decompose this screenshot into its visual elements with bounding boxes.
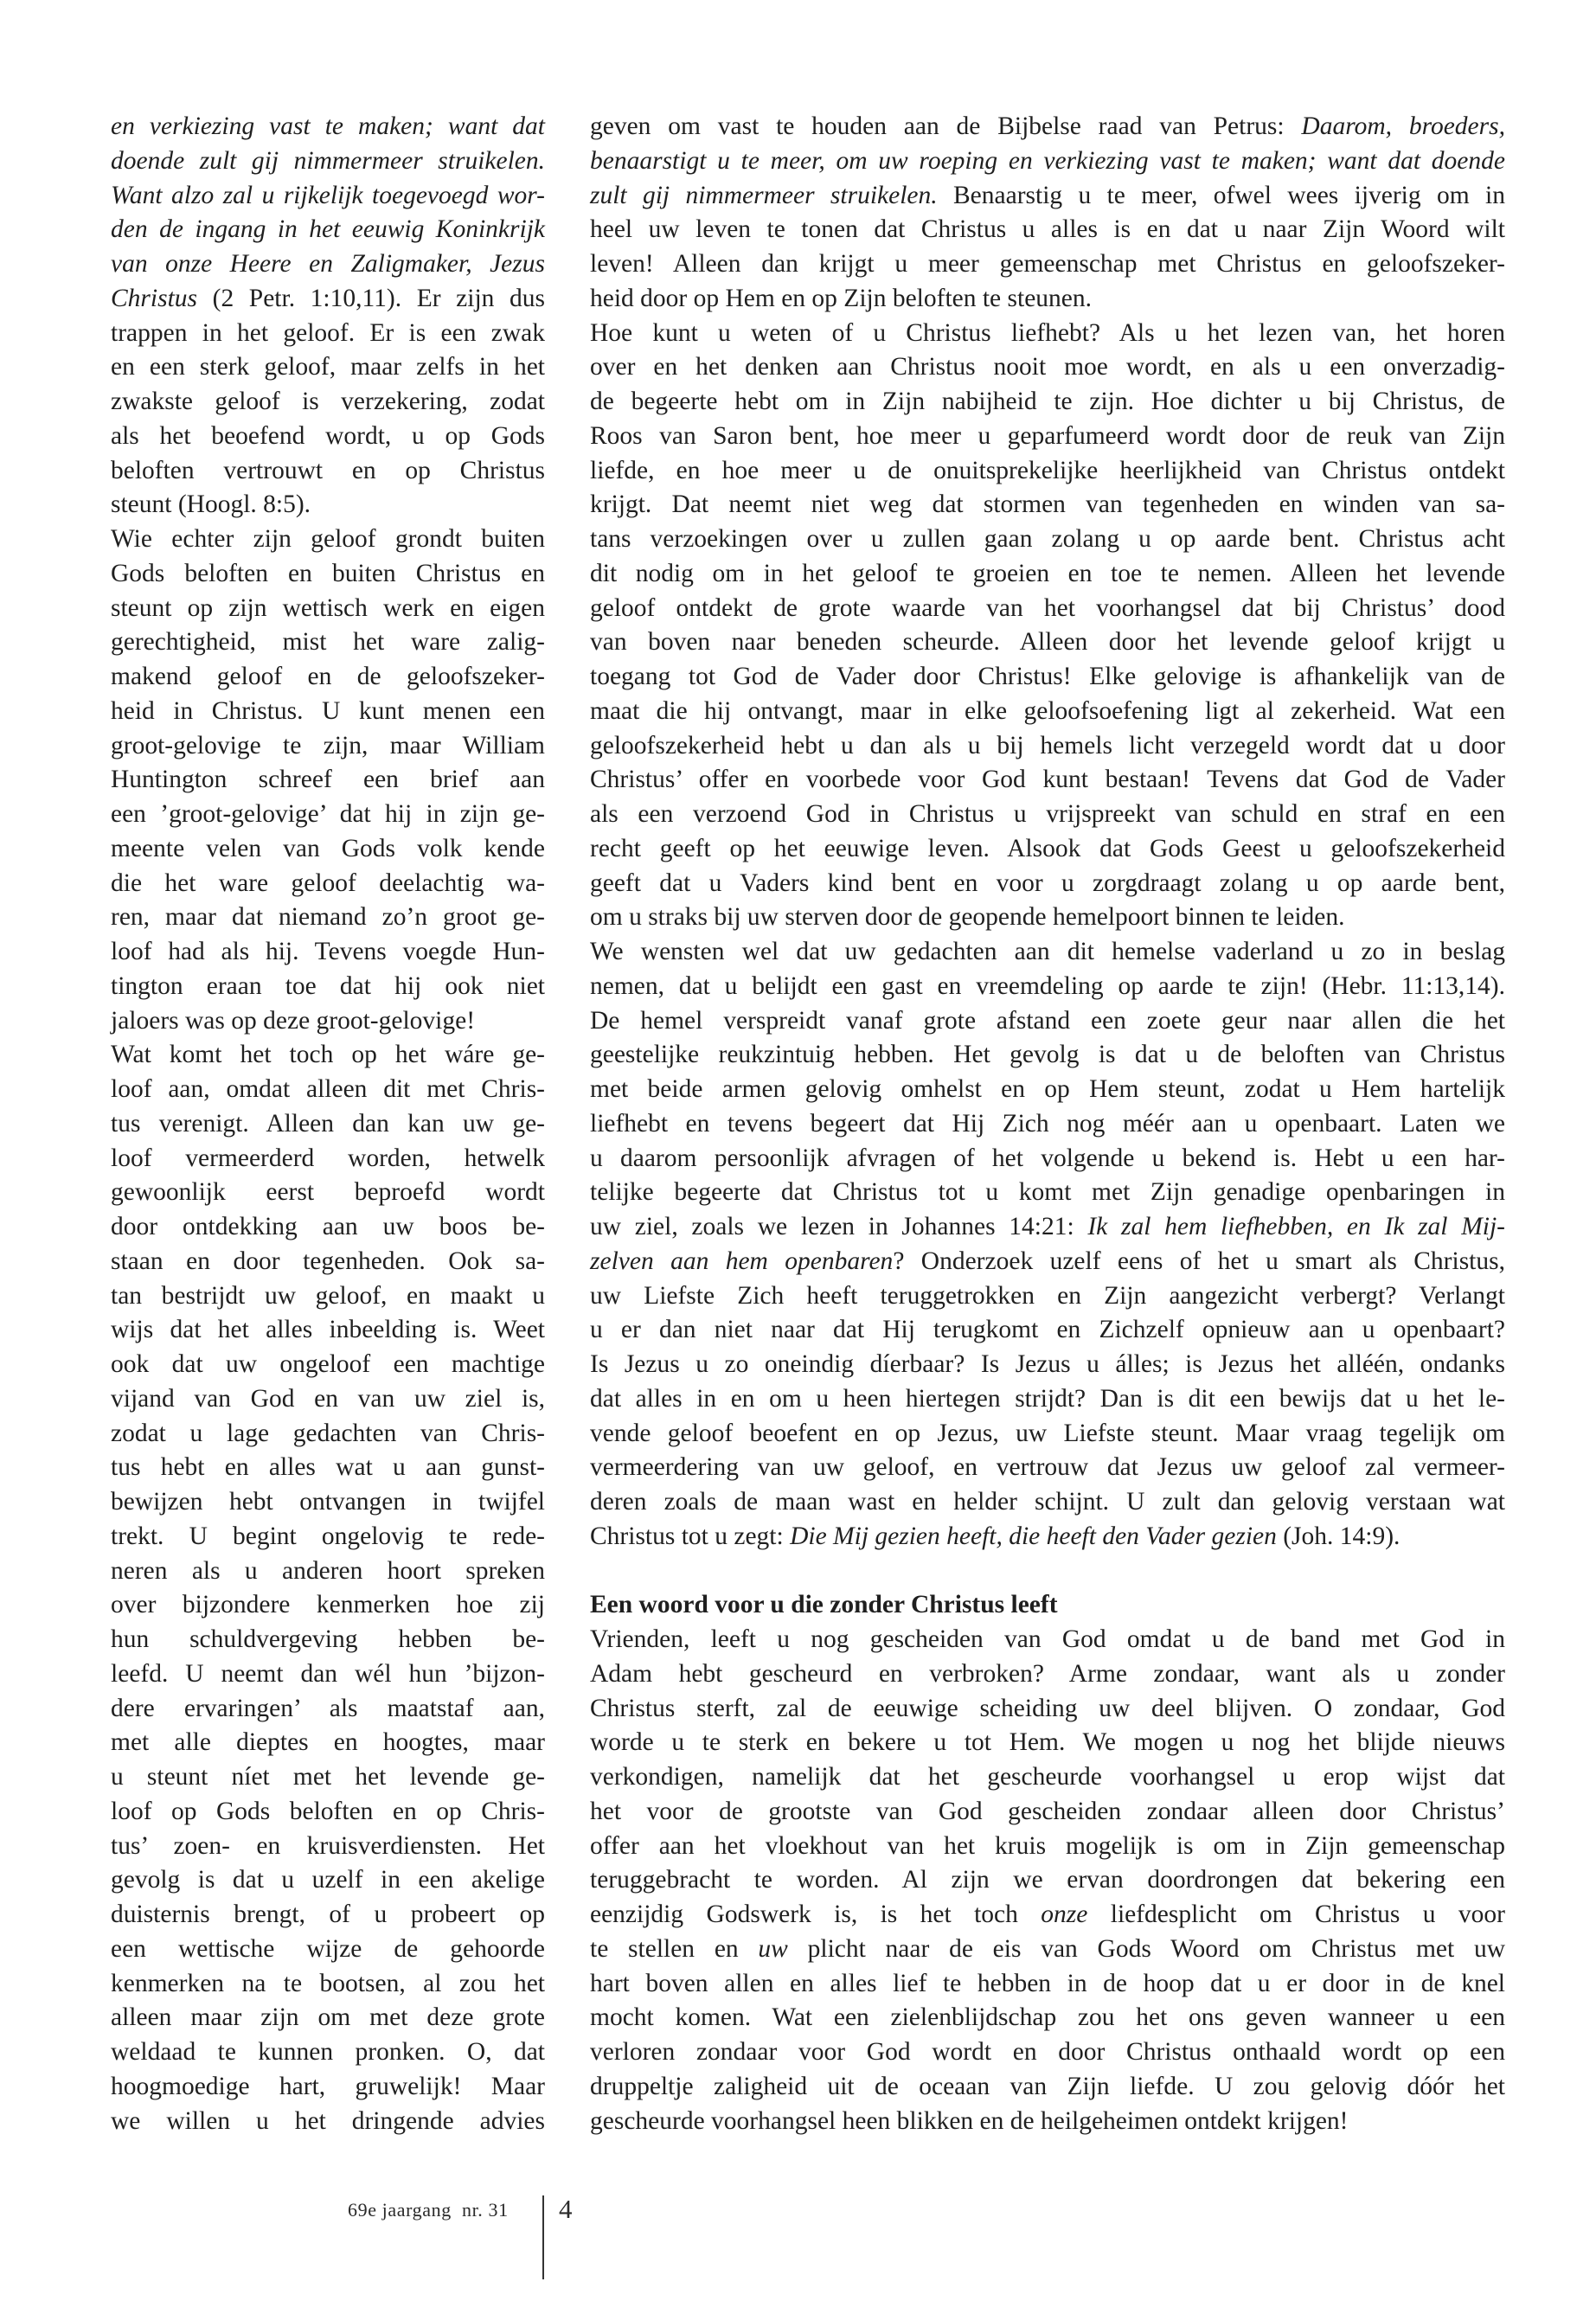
text-line bbox=[111, 660, 545, 695]
body-text: druppeltje zaligheid uit de oceaan van Zijn liefde. U zou gelovig dóór het bbox=[590, 2072, 1505, 2100]
text-line bbox=[590, 625, 1505, 660]
text-line bbox=[590, 1692, 1505, 1727]
body-text: gerechtigheid, mist het ware zalig- bbox=[111, 628, 545, 657]
text-line bbox=[111, 1554, 545, 1589]
text-line bbox=[590, 317, 1505, 351]
text-line bbox=[111, 798, 545, 832]
body-text: makend geloof en de geloofszeker- bbox=[111, 663, 545, 690]
body-text: (Joh. 14:9). bbox=[1276, 1522, 1401, 1550]
body-text: leven! Alleen dan krijgt u meer gemeenschap met Christus en geloofszeker- bbox=[590, 250, 1505, 278]
text-line bbox=[590, 1210, 1505, 1245]
text-line bbox=[111, 763, 545, 798]
body-text: Wie echter zijn geloof grondt buiten bbox=[111, 525, 545, 553]
body-text: trappen in het geloof. Er is een zwak bbox=[111, 318, 545, 347]
text-line bbox=[590, 798, 1505, 832]
text-line bbox=[111, 625, 545, 660]
body-text: we willen u het dringende advies bbox=[111, 2106, 545, 2135]
text-line bbox=[590, 1657, 1505, 1692]
body-text: gevolg is dat u uzelf in een akelige bbox=[111, 1866, 545, 1894]
body-text: toegang tot God de Vader door Christus! Elke gelovige is afhankelijk van de bbox=[590, 663, 1505, 690]
body-text: verkondigen, namelijk dat het gescheurde voorhangsel u erop wijst dat bbox=[590, 1763, 1505, 1791]
text-line bbox=[111, 832, 545, 867]
body-text: Gods beloften en buiten Christus en bbox=[111, 559, 545, 587]
footer-issue-label: 69e jaargang nr. 31 bbox=[348, 2199, 509, 2221]
text-line bbox=[111, 1348, 545, 1382]
body-text: tus verenigt. Alleen dan kan uw ge- bbox=[111, 1109, 545, 1138]
section-heading: Een woord voor u die zonder Christus leeft bbox=[590, 1591, 1058, 1619]
body-text: tus hebt en alles wat u aan gunst- bbox=[111, 1453, 545, 1482]
body-text: neren als u anderen hoort spreken bbox=[111, 1556, 545, 1585]
italic-quote-text: uw bbox=[758, 1934, 788, 1963]
body-text: meente velen van Gods volk kende bbox=[111, 834, 545, 862]
body-text: geloofszekerheid hebt u dan als u bij hemels licht verzegeld wordt dat u door bbox=[590, 731, 1505, 760]
text-line bbox=[111, 213, 545, 247]
text-line bbox=[111, 1520, 545, 1554]
body-text: als het beoefend wordt, u op Gods bbox=[111, 421, 545, 450]
text-line bbox=[111, 970, 545, 1004]
text-line bbox=[590, 1760, 1505, 1795]
text-line bbox=[590, 695, 1505, 729]
body-text: dat alles in en om u heen hiertegen strijdt? Dan is dit een bewijs dat u het le- bbox=[590, 1384, 1505, 1413]
body-text: van boven naar beneden scheurde. Alleen door het levende geloof krijgt u bbox=[590, 628, 1505, 657]
text-line bbox=[111, 1485, 545, 1520]
body-text: geestelijke reukzintuig hebben. Het gevolg is dat u de beloften van Christus bbox=[590, 1041, 1505, 1069]
body-text: weldaad te kunnen pronken. O, dat bbox=[111, 2038, 545, 2066]
body-text: Christus tot u zegt: bbox=[590, 1522, 791, 1550]
body-text: eenzijdig Godswerk is, is het toch bbox=[590, 1900, 1042, 1928]
text-line bbox=[590, 1142, 1505, 1176]
text-line bbox=[590, 592, 1505, 626]
text-line bbox=[111, 1004, 545, 1039]
text-line bbox=[111, 1623, 545, 1657]
text-line bbox=[590, 1107, 1505, 1142]
text-line bbox=[111, 522, 545, 557]
body-text: recht geeft op het eeuwige leven. Alsook dat Gods Geest u geloofszekerheid bbox=[590, 834, 1505, 862]
body-text: geven om vast te houden aan de Bijbelse raad van Petrus: bbox=[590, 112, 1302, 140]
text-line bbox=[590, 1417, 1505, 1452]
body-text: steunt op zijn wettisch werk en eigen bbox=[111, 593, 545, 622]
text-line bbox=[590, 2105, 1505, 2139]
text-line bbox=[111, 1142, 545, 1176]
text-line bbox=[590, 247, 1505, 282]
body-text: kenmerken na te bootsen, al zou het bbox=[111, 1969, 545, 1997]
body-text: een wettische wijze de gehoorde bbox=[111, 1934, 545, 1963]
body-text: staan en door tegenheden. Ook sa- bbox=[111, 1247, 545, 1275]
text-line bbox=[111, 1451, 545, 1485]
body-text: leefd. U neemt dan wél hun ’bijzon- bbox=[111, 1659, 545, 1688]
text-line bbox=[111, 2001, 545, 2035]
text-line bbox=[590, 1520, 1505, 1554]
body-text: Christus sterft, zal de eeuwige scheiding uw deel blijven. O zondaar, God bbox=[590, 1694, 1505, 1722]
text-line bbox=[111, 1795, 545, 1830]
text-line bbox=[590, 385, 1505, 420]
text-line bbox=[590, 832, 1505, 867]
body-text: Vrienden, leeft u nog gescheiden van God omdat u de band met God in bbox=[590, 1625, 1505, 1653]
italic-quote-text: zelven aan hem openbaren bbox=[590, 1247, 894, 1275]
body-text: geloof ontdekt de grote waarde van het voorhangsel dat bij Christus’ dood bbox=[590, 593, 1505, 622]
text-line bbox=[111, 1657, 545, 1692]
text-line bbox=[590, 1451, 1505, 1485]
body-text: zodat u lage gedachten van Chris- bbox=[111, 1419, 545, 1447]
text-line bbox=[590, 1726, 1505, 1760]
text-line bbox=[590, 867, 1505, 901]
body-text: de begeerte hebt om in Zijn nabijheid te zijn. Hoe dichter u bij Christus, de bbox=[590, 388, 1505, 415]
text-line bbox=[111, 1967, 545, 2002]
body-text: het voor de grootste van God gescheiden zondaar alleen door Christus’ bbox=[590, 1797, 1505, 1825]
italic-quote-text: benaarstigt u te meer, om uw roeping en verkiezing vast te maken; want dat doende bbox=[590, 146, 1505, 175]
text-line bbox=[111, 592, 545, 626]
text-line bbox=[590, 557, 1505, 592]
text-line bbox=[590, 1176, 1505, 1210]
body-text: bewijzen hebt ontvangen in twijfel bbox=[111, 1488, 545, 1516]
italic-quote-text: en verkiezing vast te maken; want dat bbox=[111, 112, 545, 140]
italic-quote-text: zult gij nimmermeer struikelen. bbox=[590, 181, 938, 209]
text-line bbox=[590, 1898, 1505, 1932]
text-line bbox=[111, 1863, 545, 1898]
text-line bbox=[111, 317, 545, 351]
body-text: loof op Gods beloften en op Chris- bbox=[111, 1797, 545, 1825]
text-line bbox=[590, 1279, 1505, 1314]
text-line bbox=[111, 1588, 545, 1623]
body-text: tus’ zoen- en kruisverdiensten. Het bbox=[111, 1831, 545, 1860]
body-text: over en het denken aan Christus nooit moe wordt, en als u een onverzadig- bbox=[590, 353, 1505, 381]
text-line bbox=[590, 935, 1505, 970]
text-line bbox=[111, 385, 545, 420]
body-text: dere ervaringen’ als maatstaf aan, bbox=[111, 1694, 545, 1722]
body-text: geeft dat u Vaders kind bent en voor u zorgdraagt zolang u op aarde bent, bbox=[590, 868, 1505, 897]
body-text: We wensten wel dat uw gedachten aan dit hemelse vaderland u zo in beslag bbox=[590, 938, 1505, 965]
body-text: Christus’ offer en voorbede voor God kunt bestaan! Tevens dat God de Vader bbox=[590, 766, 1505, 794]
text-line bbox=[111, 350, 545, 385]
italic-quote-text: van onze Heere en Zaligmaker, Jezus bbox=[111, 250, 545, 278]
text-line bbox=[111, 2035, 545, 2070]
body-text: en een sterk geloof, maar zelfs in het bbox=[111, 353, 545, 381]
body-text: heid in Christus. U kunt menen een bbox=[111, 696, 545, 725]
italic-quote-text: Daarom, broeders, bbox=[1301, 112, 1505, 140]
text-line bbox=[590, 763, 1505, 798]
text-line bbox=[111, 1760, 545, 1795]
body-text: tans verzoekingen over u zullen gaan zolang u op aarde bent. Christus acht bbox=[590, 525, 1505, 553]
body-text: ren, maar dat niemand zo’n groot ge- bbox=[111, 903, 545, 932]
body-text: krijgt. Dat neemt niet weg dat stormen van tegenheden en winden van sa- bbox=[590, 490, 1505, 519]
text-line bbox=[590, 1623, 1505, 1657]
text-line bbox=[111, 867, 545, 901]
text-line bbox=[111, 2105, 545, 2139]
italic-quote-text: Die Mij gezien heeft, die heeft den Vader gezien bbox=[790, 1522, 1277, 1550]
italic-quote-text: Want alzo zal u rijkelijk toegevoegd wor- bbox=[111, 181, 545, 209]
body-text: door ontdekking aan uw boos be- bbox=[111, 1213, 545, 1240]
footer-divider bbox=[542, 2195, 544, 2279]
text-line bbox=[590, 179, 1505, 214]
body-text: vermeerdering van uw geloof, en vertrouw dat Jezus uw geloof zal vermeer- bbox=[590, 1453, 1505, 1482]
body-text: plicht naar de eis van Gods Woord om Christus met uw bbox=[787, 1934, 1506, 1963]
text-line bbox=[590, 1073, 1505, 1107]
text-line bbox=[111, 179, 545, 214]
text-line bbox=[590, 970, 1505, 1004]
body-text: De hemel verspreidt vanaf grote afstand een zoete geur naar allen die het bbox=[590, 1006, 1505, 1035]
italic-quote-text: den de ingang in het eeuwig Koninkrijk bbox=[111, 215, 545, 244]
body-text: wijs dat het alles inbeelding is. Weet bbox=[111, 1316, 545, 1344]
text-line bbox=[590, 1795, 1505, 1830]
text-line bbox=[111, 110, 545, 144]
text-line bbox=[590, 1245, 1505, 1279]
text-line bbox=[111, 1692, 545, 1727]
text-line bbox=[590, 213, 1505, 247]
text-line bbox=[111, 729, 545, 764]
body-text: (2 Petr. 1:10,11). Er zijn dus bbox=[197, 284, 545, 312]
text-line bbox=[590, 1313, 1505, 1348]
text-line bbox=[590, 1967, 1505, 2002]
text-line bbox=[590, 1830, 1505, 1864]
body-text: heel uw leven te tonen dat Christus u alles is en dat u naar Zijn Woord wilt bbox=[590, 215, 1505, 244]
text-line bbox=[111, 1210, 545, 1245]
body-text: te stellen en bbox=[590, 1934, 759, 1963]
text-line bbox=[111, 2070, 545, 2105]
body-text: over bijzondere kenmerken hoe zij bbox=[111, 1591, 545, 1619]
text-line bbox=[590, 1485, 1505, 1520]
text-line bbox=[590, 144, 1505, 179]
body-text: tington eraan toe dat hij ook niet bbox=[111, 971, 545, 1000]
body-text: u daarom persoonlijk afvragen of het volgende u bekend is. Hebt u een har- bbox=[590, 1144, 1505, 1172]
body-text: om u straks bij uw sterven door de geopende hemelpoort binnen te leiden. bbox=[590, 903, 1345, 932]
text-line bbox=[590, 1348, 1505, 1382]
text-line bbox=[590, 1863, 1505, 1898]
text-line bbox=[111, 144, 545, 179]
body-text: nemen, dat u belijdt een gast en vreemdeling op aarde te zijn! (Hebr. 11:13,14). bbox=[590, 971, 1505, 1000]
text-line bbox=[111, 901, 545, 935]
text-line bbox=[590, 488, 1505, 522]
text-line bbox=[111, 1279, 545, 1314]
body-text: uw Liefste Zich heeft teruggetrokken en Zijn aangezicht verbergt? Verlangt bbox=[590, 1281, 1505, 1310]
body-text: steunt (Hoogl. 8:5). bbox=[111, 490, 311, 519]
body-text: zwakste geloof is verzekering, zodat bbox=[111, 388, 545, 415]
body-text: ook dat uw ongeloof een machtige bbox=[111, 1350, 545, 1378]
text-line bbox=[590, 420, 1505, 454]
body-text: een ’groot-gelovige’ dat hij in zijn ge- bbox=[111, 800, 545, 828]
body-text: mocht komen. Wat een zielenblijdschap zou het ons geven wanneer u een bbox=[590, 2003, 1505, 2032]
body-text: hart boven allen en alles lief te hebben in de hoop dat u er door in de knel bbox=[590, 1969, 1505, 1997]
body-text: beloften vertrouwt en op Christus bbox=[111, 456, 545, 484]
text-line bbox=[590, 282, 1505, 317]
body-text: hoogmoedige hart, gruwelijk! Maar bbox=[111, 2072, 545, 2100]
body-text: deren zoals de maan wast en helder schijnt. U zult dan gelovig verstaan wat bbox=[590, 1488, 1505, 1516]
body-text: liefdesplicht om Christus u voor bbox=[1087, 1900, 1505, 1928]
text-line bbox=[111, 1830, 545, 1864]
body-text: telijke begeerte dat Christus tot u komt met Zijn genadige openbaringen in bbox=[590, 1178, 1505, 1207]
text-line bbox=[590, 1038, 1505, 1073]
text-line bbox=[590, 2001, 1505, 2035]
text-line bbox=[590, 901, 1505, 935]
body-text: dit nodig om in het geloof te groeien en toe te nemen. Alleen het levende bbox=[590, 559, 1505, 587]
body-text: trekt. U begint ongelovig te rede- bbox=[111, 1522, 545, 1550]
text-line bbox=[111, 1313, 545, 1348]
body-text: loof aan, omdat alleen dit met Chris- bbox=[111, 1075, 545, 1103]
text-line bbox=[590, 350, 1505, 385]
body-text: als een verzoend God in Christus u vrijspreekt van schuld en straf en een bbox=[590, 800, 1505, 828]
body-text: loof vermeerderd worden, hetwelk bbox=[111, 1144, 545, 1172]
body-text: groot-gelovige te zijn, maar William bbox=[111, 731, 545, 760]
body-text: u steunt níet met het levende ge- bbox=[111, 1763, 545, 1791]
text-line bbox=[111, 557, 545, 592]
body-text: vende geloof beoefent en op Jezus, uw Liefste steunt. Maar vraag tegelijk om bbox=[590, 1419, 1505, 1447]
body-text: ? Onderzoek uzelf eens of het u smart als Christus, bbox=[893, 1247, 1505, 1275]
body-text: Roos van Saron bent, hoe meer u geparfumeerd wordt door de reuk van Zijn bbox=[590, 421, 1505, 450]
italic-quote-text: Ik zal hem liefhebben, en Ik zal Mij- bbox=[1087, 1213, 1505, 1240]
body-text: liefde, en hoe meer u de onuitsprekelijke heerlijkheid van Christus ontdekt bbox=[590, 456, 1505, 484]
body-text: tan bestrijdt uw geloof, en maakt u bbox=[111, 1281, 545, 1310]
body-text: Benaarstig u te meer, ofwel wees ijverig om in bbox=[937, 181, 1505, 209]
body-text: met beide armen gelovig omhelst en op Hem steunt, zodat u Hem hartelijk bbox=[590, 1075, 1505, 1103]
text-line bbox=[111, 282, 545, 317]
text-column-left bbox=[111, 110, 545, 2138]
text-line bbox=[590, 729, 1505, 764]
text-column-right bbox=[590, 110, 1505, 2138]
body-text: liefhebt en tevens begeert dat Hij Zich nog méér aan u openbaart. Laten we bbox=[590, 1109, 1505, 1138]
text-line bbox=[111, 1038, 545, 1073]
body-text: gescheurde voorhangsel heen blikken en de heilgeheimen ontdekt krijgen! bbox=[590, 2106, 1349, 2135]
body-text: worde u te sterk en bekere u tot Hem. We mogen u nog het blijde nieuws bbox=[590, 1728, 1505, 1757]
text-line bbox=[111, 935, 545, 970]
text-line bbox=[111, 1898, 545, 1932]
italic-quote-text: doende zult gij nimmermeer struikelen. bbox=[111, 146, 545, 175]
body-text: jaloers was op deze groot-gelovige! bbox=[111, 1006, 476, 1035]
body-text: Adam hebt gescheurd en verbroken? Arme zondaar, want als u zonder bbox=[590, 1659, 1505, 1688]
body-text: maat die hij ontvangt, maar in elke geloofsoefening ligt al zekerheid. Wat een bbox=[590, 696, 1505, 725]
text-line bbox=[111, 1245, 545, 1279]
body-text: alleen maar zijn om met deze grote bbox=[111, 2003, 545, 2032]
text-line bbox=[111, 488, 545, 522]
text-line bbox=[111, 695, 545, 729]
text-line bbox=[590, 110, 1505, 144]
italic-quote-text: onze bbox=[1041, 1900, 1088, 1928]
text-line bbox=[111, 247, 545, 282]
body-text: offer aan het vloekhout van het kruis mogelijk is om in Zijn gemeenschap bbox=[590, 1831, 1505, 1860]
body-text: Wat komt het toch op het wáre ge- bbox=[111, 1041, 545, 1069]
text-line bbox=[111, 1932, 545, 1967]
text-line bbox=[111, 420, 545, 454]
body-text: u er dan niet naar dat Hij terugkomt en Zichzelf opnieuw aan u openbaart? bbox=[590, 1316, 1505, 1344]
body-text: die het ware geloof deelachtig wa- bbox=[111, 868, 545, 897]
body-text: verloren zondaar voor God wordt en door Christus onthaald wordt op een bbox=[590, 2038, 1505, 2066]
body-text: uw ziel, zoals we lezen in Johannes 14:21: bbox=[590, 1213, 1088, 1240]
text-line bbox=[590, 660, 1505, 695]
body-text: teruggebracht te worden. Al zijn we ervan doordrongen dat bekering een bbox=[590, 1866, 1505, 1894]
body-text: hun schuldvergeving hebben be- bbox=[111, 1625, 545, 1653]
text-line bbox=[111, 1382, 545, 1417]
text-line bbox=[590, 2070, 1505, 2105]
body-text: Is Jezus u zo oneindig díerbaar? Is Jezus u álles; is Jezus het alléén, ondanks bbox=[590, 1350, 1505, 1378]
page-number: 4 bbox=[559, 2194, 573, 2224]
text-line bbox=[111, 1417, 545, 1452]
body-text: Huntington schreef een brief aan bbox=[111, 766, 545, 794]
italic-quote-text: Christus bbox=[111, 284, 198, 312]
body-text: met alle dieptes en hoogtes, maar bbox=[111, 1728, 545, 1757]
text-line bbox=[590, 454, 1505, 489]
body-text: Hoe kunt u weten of u Christus liefhebt? Als u het lezen van, het horen bbox=[590, 318, 1505, 347]
body-text: loof had als hij. Tevens voegde Hun- bbox=[111, 938, 545, 965]
text-line bbox=[590, 1932, 1505, 1967]
text-line bbox=[590, 2035, 1505, 2070]
body-text: vijand van God en van uw ziel is, bbox=[111, 1384, 545, 1413]
text-line bbox=[590, 1004, 1505, 1039]
body-text: gewoonlijk eerst beproefd wordt bbox=[111, 1178, 545, 1207]
body-text: duisternis brengt, of u probeert op bbox=[111, 1900, 545, 1928]
text-line bbox=[111, 454, 545, 489]
text-line bbox=[111, 1107, 545, 1142]
body-text: heid door op Hem en op Zijn beloften te steunen. bbox=[590, 284, 1093, 312]
text-line bbox=[590, 522, 1505, 557]
text-line bbox=[590, 1382, 1505, 1417]
text-line bbox=[111, 1073, 545, 1107]
text-line bbox=[111, 1726, 545, 1760]
text-line bbox=[111, 1176, 545, 1210]
